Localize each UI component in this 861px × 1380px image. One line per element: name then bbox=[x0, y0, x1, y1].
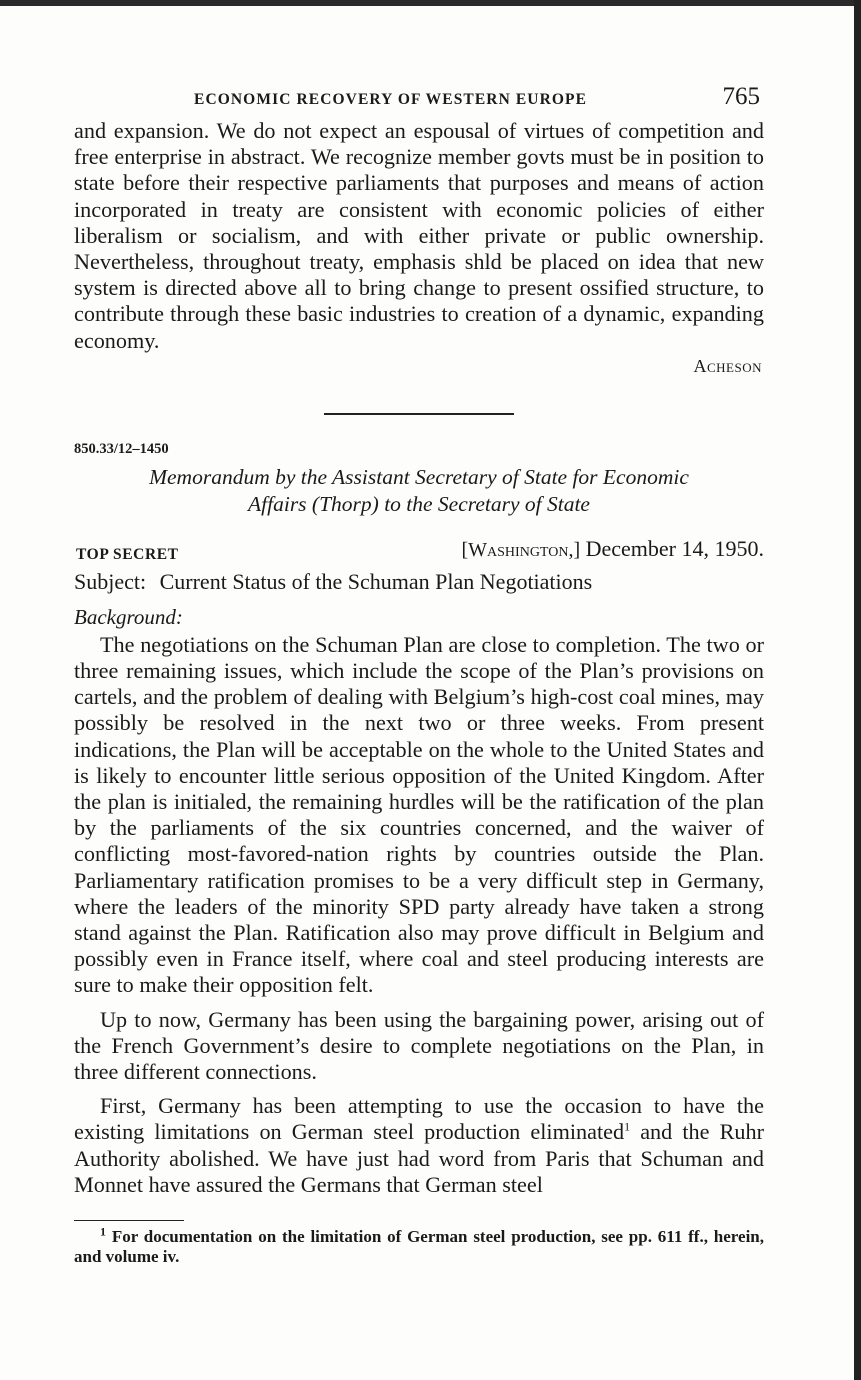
body-paragraph-2: Up to now, Germany has been using the bargaining power, arising out of the French Government’s desire to complete negotiations on the Plan, in three different connections. bbox=[74, 1006, 764, 1085]
footnote-text: For documentation on the limitation of German steel production, see pp. 611 ff., herein, and volume iv. bbox=[74, 1227, 764, 1267]
book-page bbox=[74, 82, 764, 1267]
section-separator bbox=[324, 413, 514, 415]
subject-text: Current Status of the Schuman Plan Negotiations bbox=[159, 568, 593, 594]
subject-label: Subject: bbox=[74, 568, 147, 594]
page-number: 765 bbox=[722, 83, 760, 110]
body-paragraph-3-start: First, Germany has been attempting to use the occasion to have the existing limitations on German steel production eliminated bbox=[74, 1093, 764, 1145]
place: [Washington,] bbox=[461, 538, 581, 561]
document-meta bbox=[74, 536, 764, 566]
classification: TOP SECRET bbox=[76, 545, 179, 563]
footnote bbox=[74, 1224, 764, 1267]
signature: Acheson bbox=[693, 355, 762, 376]
page-header bbox=[74, 82, 764, 118]
running-head: ECONOMIC RECOVERY OF WESTERN EUROPE bbox=[194, 91, 588, 108]
document-title bbox=[74, 464, 764, 518]
body-paragraph-1: The negotiations on the Schuman Plan are close to completion. The two or three remaining issues, which include the scope of the Plan’s provisions on cartels, and the problem of dealing with Belgium’s high-cost coal mines, may possibly be resolved in the next two or three weeks. From present indications, the Plan will be acceptable on the whole to the United States and is likely to encounter little serious opposition of the United Kingdom. After the plan is initialed, the remaining hurdles will be the ratification of the plan by the parliaments of the six countries concerned, and the waiver of conflicting most-favored-nation rights by countries outside the Plan. Parliamentary ratification promises to be a very difficult step in Germany, where the leaders of the minority SPD party already have taken a strong stand against the Plan. Ratification also may prove difficult in Belgium and possibly even in France itself, where coal and steel producing interests are sure to make their opposition felt. bbox=[74, 631, 764, 998]
document-title-line-2: Affairs (Thorp) to the Secretary of State bbox=[248, 491, 590, 516]
subject-line bbox=[74, 568, 764, 596]
footnote-marker: 1 bbox=[100, 1224, 106, 1239]
footnote-reference: 1 bbox=[624, 1120, 631, 1135]
scan-top-edge bbox=[0, 0, 861, 6]
footnote-rule bbox=[74, 1220, 184, 1221]
dateline bbox=[462, 536, 765, 562]
section-heading: Background: bbox=[74, 604, 183, 629]
document-title-line-1: Memorandum by the Assistant Secretary of State for Economic bbox=[149, 464, 689, 489]
scan-right-edge bbox=[854, 0, 861, 1380]
continuation-paragraph: and expansion. We do not expect an espousal of virtues of competition and free enterprise in abstract. We recognize member govts must be in position to state before their respective parliaments that purposes and means of action incorporated in treaty are consistent with economic policies of either liberalism or socialism, and with either private or public ownership. Nevertheless, throughout treaty, emphasis shld be placed on idea that new system is directed above all to bring change to present ossified structure, to contribute through these basic industries to creation of a dynamic, expanding economy. bbox=[74, 118, 764, 353]
body-paragraph-3-end: and the Ruhr Authority abolished. We have just had word from Paris that Schuman and Monnet have assured the Germans that German steel bbox=[74, 1119, 764, 1197]
date: December 14, 1950. bbox=[585, 535, 764, 561]
body-paragraph-3 bbox=[74, 1093, 764, 1198]
file-number: 850.33/12–1450 bbox=[74, 440, 169, 457]
